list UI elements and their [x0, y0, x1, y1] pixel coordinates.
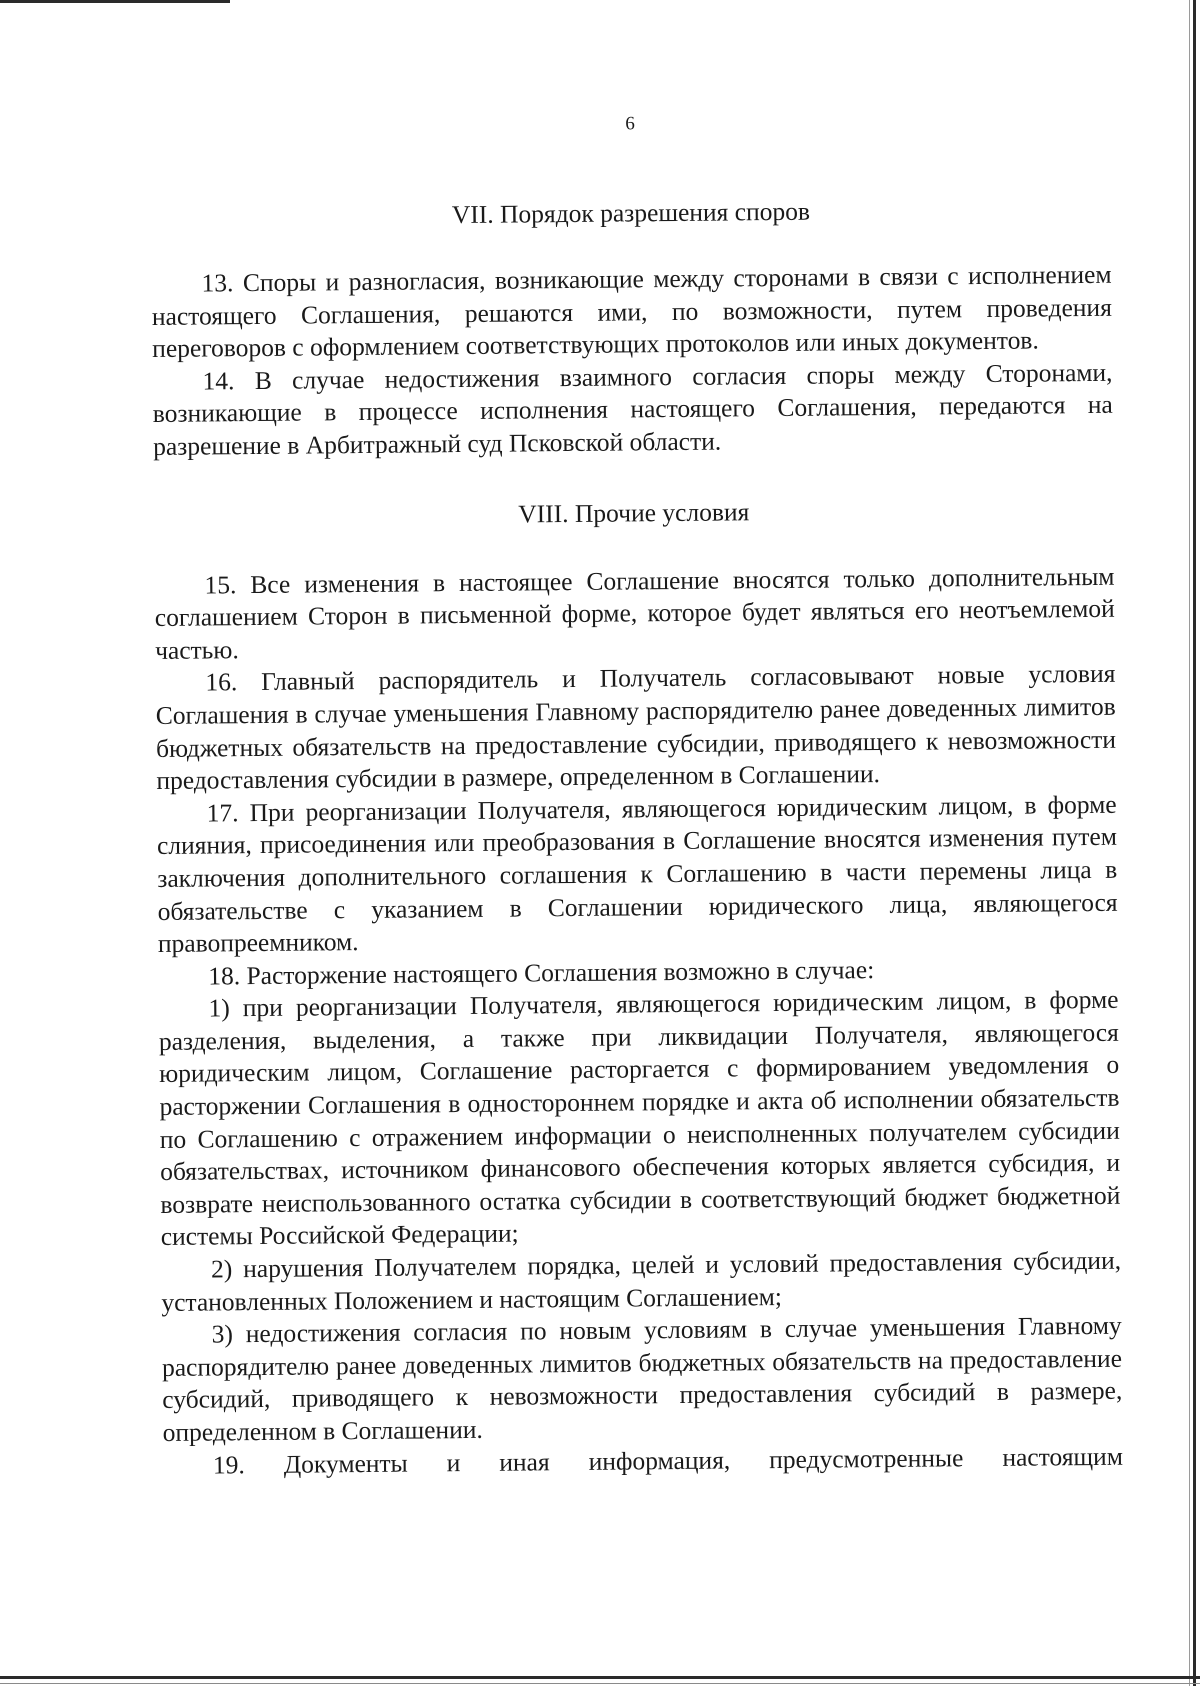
scan-border-right [1193, 0, 1196, 1686]
paragraph-14: 14. В случае недостижения взаимного согласия споры между Сторонами, возникающие в процессе исполнения настоящего Соглашения, передаются на разрешение в Арбитражный суд Псковской области. [152, 357, 1113, 461]
page-number: 6 [625, 113, 635, 135]
document-page [150, 109, 1123, 1482]
paragraph-13: 13. Споры и разногласия, возникающие между сторонами в связи с исполнением настоящего Соглашения, решаются ими, по возможности, путем проведения переговоров с оформлением соответствующих протоколов или иных документов. [151, 259, 1112, 364]
paragraph-18-item-2: 2) нарушения Получателем порядка, целей и условий предоставления субсидии, установленных Положением и настоящим Соглашением; [161, 1245, 1122, 1317]
paragraph-15: 15. Все изменения в настоящее Соглашение вносятся только дополнительным соглашением Сторон в письменной форме, которое будет являться его неотъемлемой частью. [154, 561, 1115, 665]
section-dispute-resolution [151, 193, 1113, 464]
scan-border-top [0, 0, 230, 3]
section-other-conditions [154, 492, 1123, 1482]
paragraph-18-item-1: 1) при реорганизации Получателя, являющегося юридическим лицом, в форме разделения, выделения, а также при ликвидации Получателя, являющегося юридическим лицом, Соглашение расторгается с формированием уведомления о расторжении Соглашения в одностороннем порядке и акта об исполнении обязательств по Соглашению с отражением информации о неисполненных получателем субсидии обязательствах, источником финансового обеспечения которых является субсидия, и возврате неиспользованного остатка субсидии в соответствующий бюджет бюджетной системы Российской Федерации; [158, 985, 1121, 1252]
paragraph-17: 17. При реорганизации Получателя, являющегося юридическим лицом, в форме слияния, присоединения или преобразования в Соглашение вносятся изменения путем заключения дополнительного соглашения к Соглашению в части перемены лица в обязательстве с указанием в Соглашении юридического лица, являющегося правопреемником. [156, 789, 1118, 959]
paragraph-19: 19. Документы и иная информация, предусмотренные настоящим [212, 1441, 1124, 1480]
scan-border-bottom [0, 1676, 1200, 1679]
scan-border-right-inner [1189, 0, 1190, 1686]
paragraph-16: 16. Главный распорядитель и Получатель согласовывают новые условия Соглашения в случае уменьшения Главному распорядителю ранее доведенных лимитов бюджетных обязательств на предоставление субсидии, приводящего к невозможности предоставления субсидии в размере, определенном в Соглашении. [155, 659, 1117, 796]
paragraph-18-item-3: 3) недостижения согласия по новым условиям в случае уменьшения Главному распорядителю ранее доведенных лимитов бюджетных обязательств на предоставление субсидий, приводящего к невозможности предоставления субсидий в размере, определенном в Соглашении. [161, 1310, 1123, 1447]
scan-border-bottom-inner [0, 1683, 1200, 1684]
paragraph-18: 18. Расторжение настоящего Соглашения возможно в случае: [208, 954, 875, 991]
section-heading: VIII. Прочие условия [518, 496, 750, 529]
section-heading: VII. Порядок разрешения споров [451, 196, 811, 230]
